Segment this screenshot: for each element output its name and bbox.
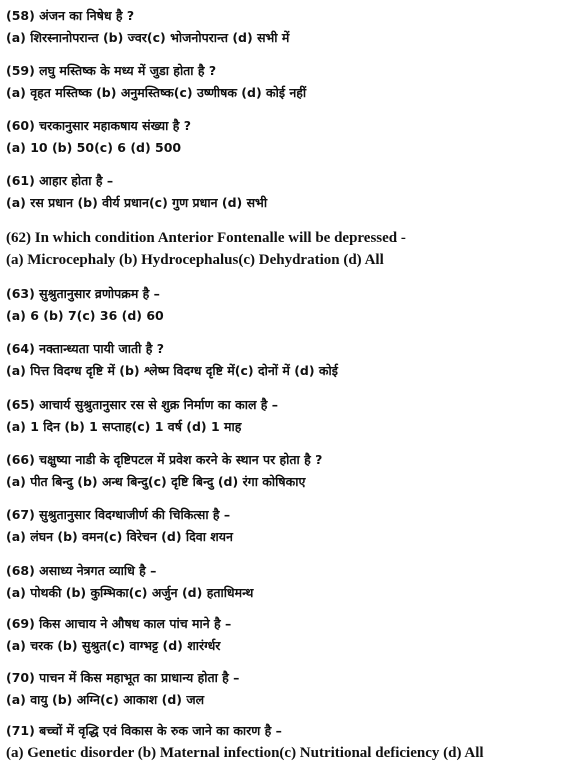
question-options: (a) लंघन (b) वमन(c) विरेचन (d) दिवा शयन	[6, 529, 233, 544]
question-62	[6, 228, 558, 270]
question-text: (69) किस आचाय ने औषध काल पांच माने है –	[6, 616, 232, 631]
question-text: (62) In which condition Anterior Fontenalle will be depressed -	[6, 230, 406, 246]
question-68	[6, 561, 558, 603]
question-text: (64) नक्तान्ध्यता पायी जाती है ?	[6, 341, 164, 356]
question-69	[6, 614, 558, 656]
question-64	[6, 339, 558, 381]
question-59	[6, 61, 558, 103]
question-63	[6, 284, 558, 326]
question-60	[6, 116, 558, 158]
question-options: (a) वायु (b) अग्नि(c) आकाश (d) जल	[6, 692, 205, 707]
question-65	[6, 395, 558, 437]
question-options: (a) 6 (b) 7(c) 36 (d) 60	[6, 308, 164, 323]
question-options: (a) Genetic disorder (b) Maternal infection(c) Nutritional deficiency (d) All	[6, 745, 484, 761]
question-text: (71) बच्चों में वृद्धि एवं विकास के रुक जाने का कारण है –	[6, 723, 282, 738]
question-text: (58) अंजन का निषेध है ?	[6, 8, 135, 23]
question-options: (a) 10 (b) 50(c) 6 (d) 500	[6, 140, 182, 155]
question-66	[6, 450, 558, 492]
question-70	[6, 668, 558, 710]
question-text: (67) सुश्रुतानुसार विदग्धाजीर्ण की चिकित्सा है –	[6, 507, 231, 522]
question-text: (65) आचार्य सुश्रुतानुसार रस से शुक्र निर्माण का काल है –	[6, 397, 279, 412]
question-options: (a) Microcephaly (b) Hydrocephalus(c) Dehydration (d) All	[6, 252, 384, 268]
question-text: (63) सुश्रुतानुसार व्रणोपक्रम है –	[6, 286, 160, 301]
question-61	[6, 171, 558, 213]
question-67	[6, 505, 558, 547]
question-text: (60) चरकानुसार महाकषाय संख्या है ?	[6, 118, 192, 133]
question-58	[6, 6, 558, 48]
question-options: (a) 1 दिन (b) 1 सप्ताह(c) 1 वर्ष (d) 1 माह	[6, 419, 242, 434]
question-options: (a) वृहत मस्तिष्क (b) अनुमस्तिष्क(c) उष्णीषक (d) कोई नहीं	[6, 85, 307, 100]
question-options: (a) रस प्रधान (b) वीर्य प्रधान(c) गुण प्रधान (d) सभी	[6, 195, 268, 210]
question-71	[6, 721, 558, 763]
question-options: (a) चरक (b) सुश्रुत(c) वाग्भट्ट (d) शारंर्ग्धर	[6, 638, 221, 653]
question-text: (59) लघु मस्तिष्क के मध्य में जुडा होता है ?	[6, 63, 217, 78]
question-options: (a) पोथकी (b) कुम्भिका(c) अर्जुन (d) हताधिमन्थ	[6, 585, 254, 600]
question-options: (a) पीत बिन्दु (b) अन्ध बिन्दु(c) दृष्टि बिन्दु (d) रंगा कोषिकाए	[6, 474, 306, 489]
question-text: (61) आहार होता है –	[6, 173, 114, 188]
question-options: (a) शिरस्नानोपरान्त (b) ज्वर(c) भोजनोपरान्त (d) सभी में	[6, 30, 290, 45]
question-options: (a) पित्त विदग्ध दृष्टि में (b) श्लेष्म विदग्ध दृष्टि में(c) दोनों में (d) कोई	[6, 363, 338, 378]
question-text: (70) पाचन में किस महाभूत का प्राधान्य होता है –	[6, 670, 240, 685]
question-text: (66) चक्षुष्या नाडी के दृष्टिपटल में प्रवेश करने के स्थान पर होता है ?	[6, 452, 323, 467]
question-text: (68) असाध्य नेत्रगत व्याधि है –	[6, 563, 157, 578]
